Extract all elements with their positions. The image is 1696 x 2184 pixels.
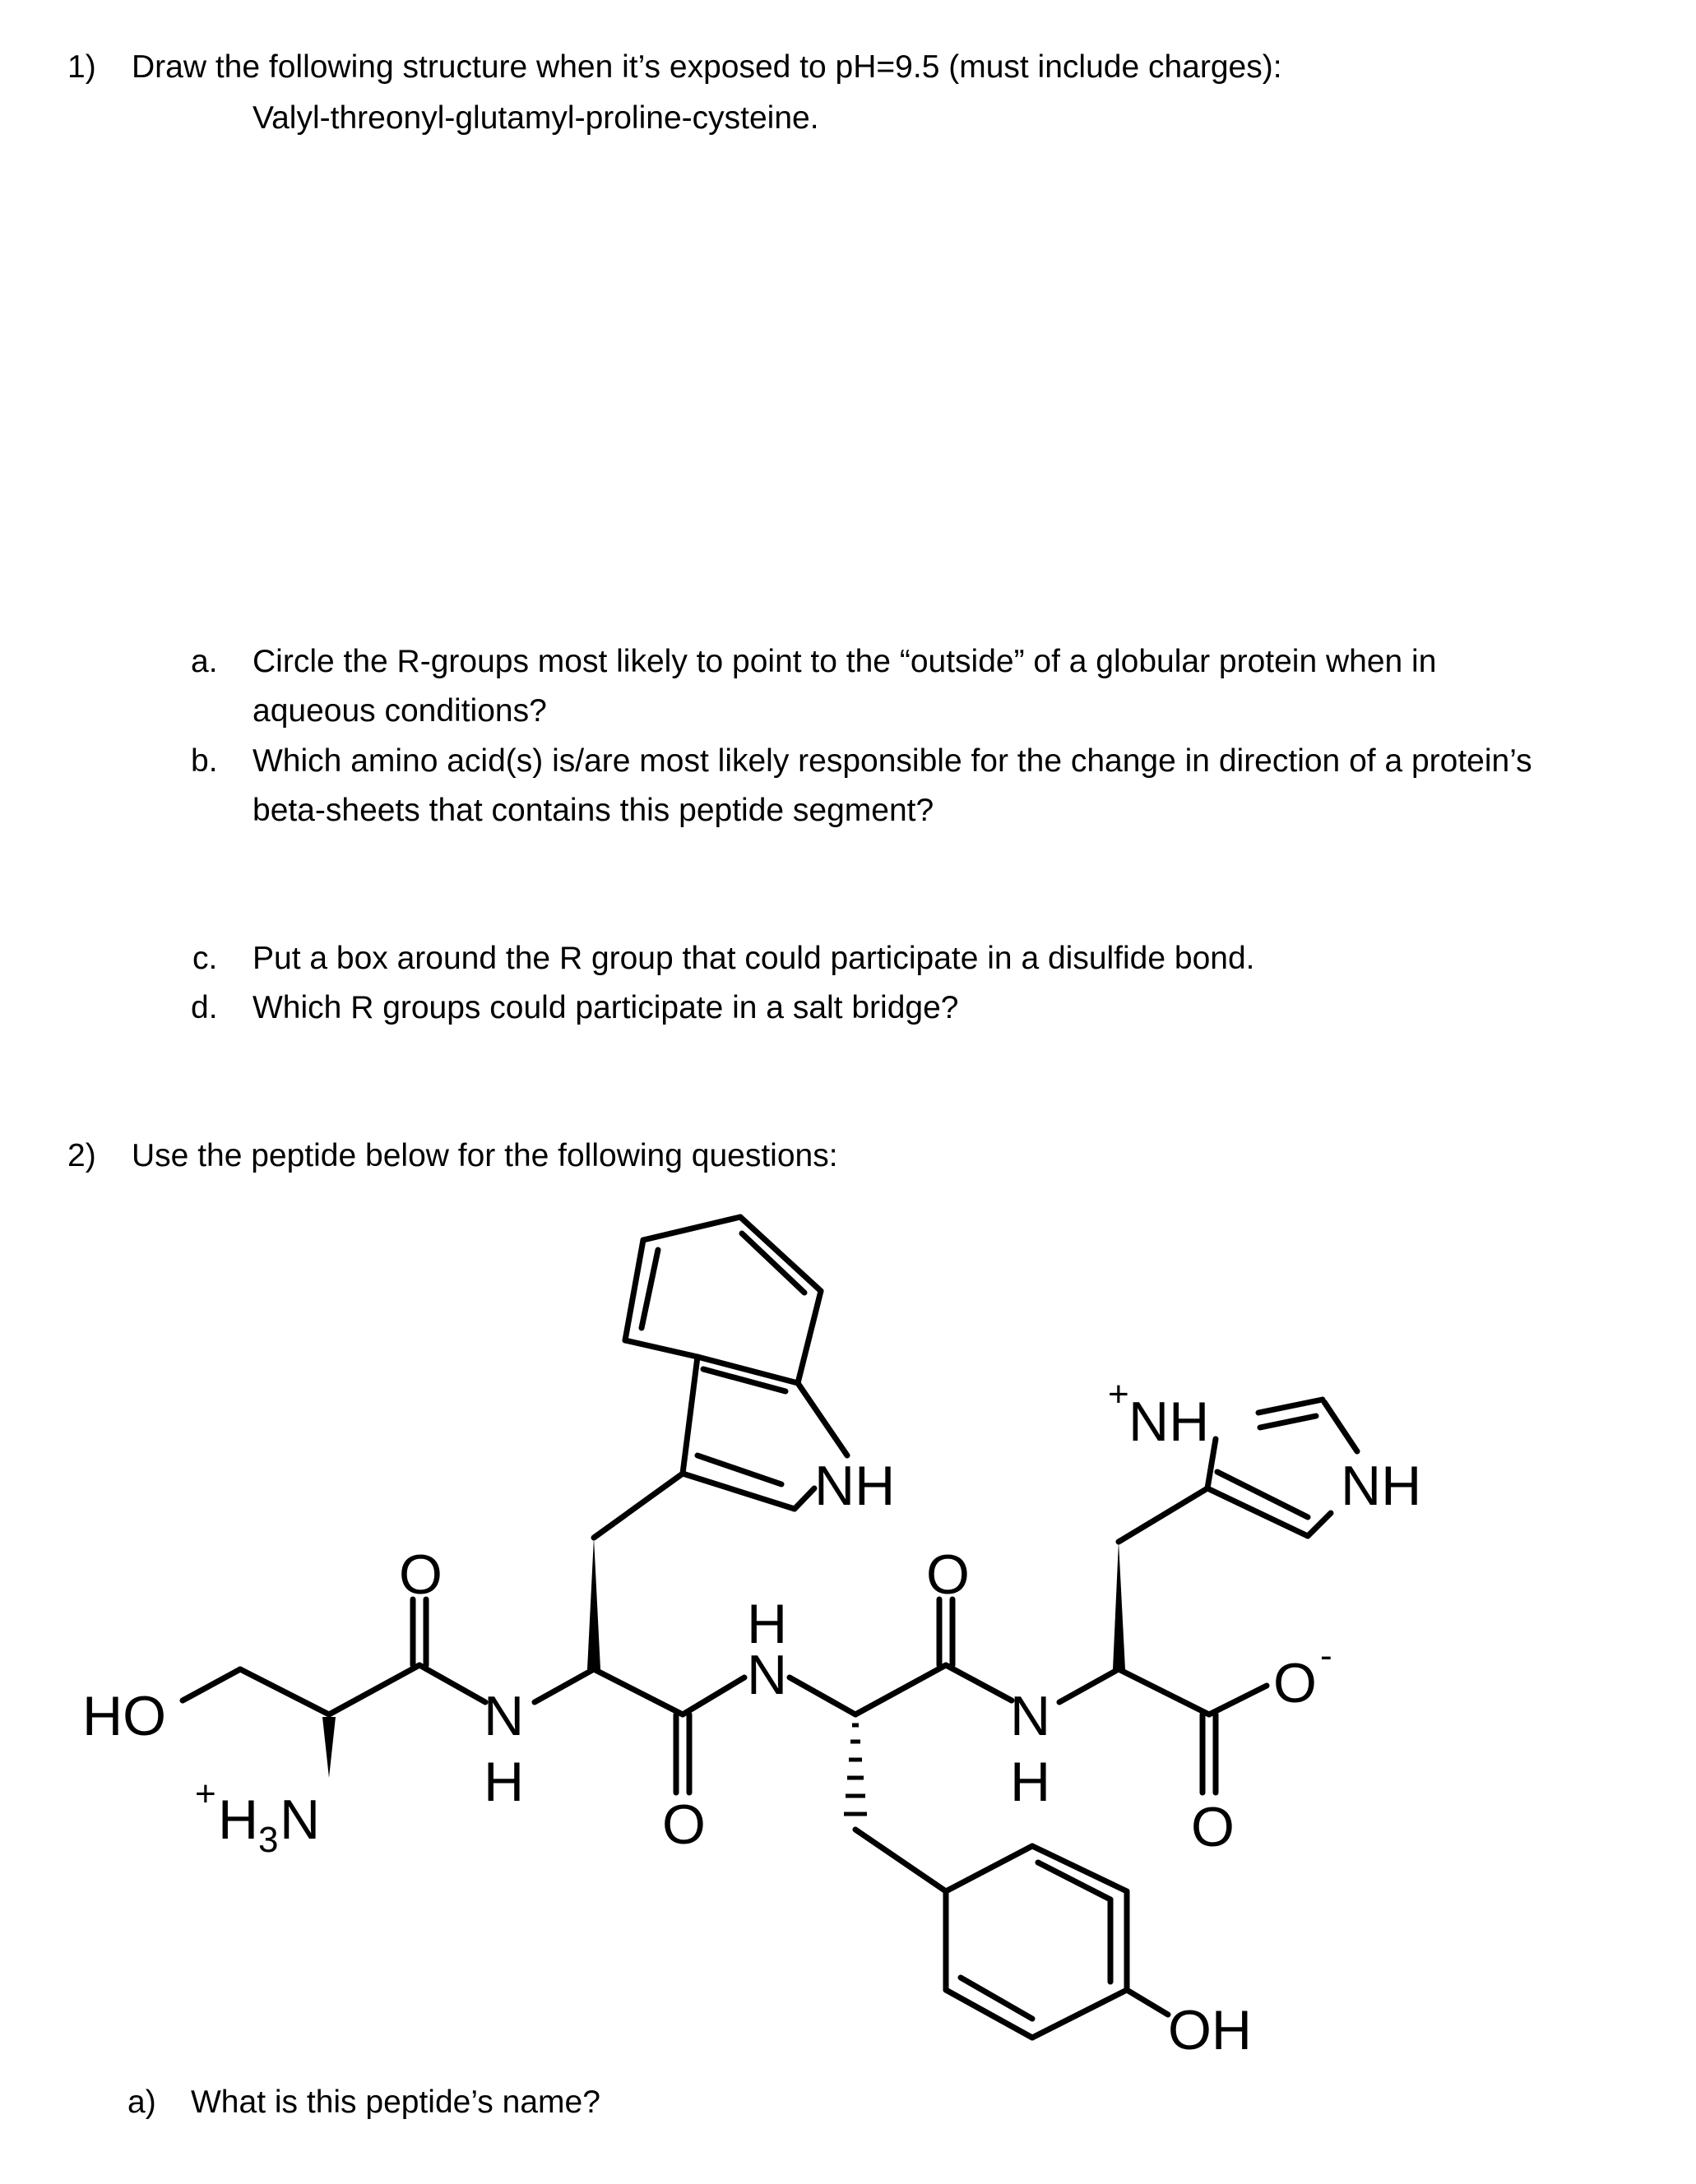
bond — [1260, 1416, 1316, 1427]
bond — [946, 1665, 1012, 1700]
bond — [1119, 1488, 1207, 1542]
atom-h3n-n: N — [280, 1788, 321, 1851]
bond — [594, 1474, 683, 1538]
atom-o-minus: O — [1273, 1652, 1317, 1714]
bond — [946, 1846, 1032, 1891]
bond — [419, 1665, 485, 1702]
atom-ho: HO — [82, 1685, 166, 1747]
bond — [1032, 1990, 1127, 2038]
q1-prompt: Draw the following structure when it’s exposed to pH=9.5 (must include charges): — [132, 49, 1282, 85]
bond — [183, 1669, 240, 1700]
q2-number: 2) — [67, 1138, 96, 1173]
atom-indole-nh: NH — [814, 1455, 896, 1517]
q1-part-d-letter: d. — [191, 990, 218, 1025]
bond — [855, 1830, 946, 1891]
q2-part-a-letter: a) — [127, 2085, 156, 2120]
bond — [798, 1383, 847, 1455]
atom-o2: O — [662, 1793, 706, 1856]
charge-minus: - — [1320, 1636, 1332, 1676]
bond — [1209, 1686, 1267, 1714]
bond — [795, 1488, 814, 1509]
hash-bond — [844, 1725, 867, 1814]
bond — [703, 1369, 785, 1391]
atom-oh: OH — [1168, 1999, 1252, 2061]
q1-part-a-letter: a. — [191, 644, 218, 679]
atom-n1: N — [484, 1685, 525, 1747]
bond — [625, 1340, 697, 1357]
charge-plus: + — [195, 1774, 216, 1814]
atom-h3n-subscript: 3 — [258, 1820, 279, 1860]
atom-imidazole-nh: NH — [1341, 1455, 1422, 1517]
bond — [1258, 1400, 1323, 1413]
q1-part-c-line1: Put a box around the R group that could participate in a disulfide bond. — [253, 941, 1255, 976]
bond — [1308, 1513, 1331, 1536]
wedge-bond — [587, 1538, 600, 1669]
q1-number: 1) — [67, 49, 96, 85]
atom-h3n-h: H — [218, 1788, 259, 1851]
atom-h2: H — [747, 1593, 788, 1655]
bond — [855, 1665, 946, 1714]
q1-part-b-line2: beta-sheets that contains this peptide segment? — [253, 793, 934, 828]
wedge-bond — [1113, 1542, 1125, 1669]
bond — [329, 1665, 419, 1714]
bond — [643, 1217, 740, 1240]
bond — [683, 1677, 744, 1714]
bond — [683, 1474, 795, 1509]
bond — [740, 1217, 821, 1291]
charge-plus-imidazole: + — [1108, 1374, 1129, 1414]
bond — [1127, 1990, 1168, 2015]
bond — [642, 1250, 658, 1328]
atom-o1: O — [399, 1543, 443, 1606]
q1-part-b-line1: Which amino acid(s) is/are most likely responsible for the change in direction of a protein’s — [253, 743, 1532, 779]
bond — [1059, 1669, 1119, 1702]
atom-o3: O — [926, 1543, 970, 1606]
q2-prompt: Use the peptide below for the following questions: — [132, 1138, 838, 1173]
q2-part-a-text: What is this peptide’s name? — [191, 2085, 600, 2120]
atom-n2: N — [747, 1644, 788, 1706]
q1-part-a-line2: aqueous conditions? — [253, 693, 547, 729]
q1-part-b-letter: b. — [191, 743, 218, 779]
bond — [1324, 1402, 1357, 1451]
wedge-bond — [322, 1717, 336, 1778]
bond — [742, 1233, 804, 1293]
atom-o5: O — [1191, 1796, 1235, 1858]
q1-part-a-line1: Circle the R-groups most likely to point to the “outside” of a globular protein when in — [253, 644, 1437, 679]
atom-imidazole-nh-plus: NH — [1128, 1390, 1210, 1453]
bond — [798, 1291, 821, 1383]
bond — [594, 1669, 683, 1714]
bond — [1217, 1472, 1308, 1517]
bond — [1119, 1669, 1209, 1714]
atom-h1: H — [484, 1751, 525, 1813]
atom-h3: H — [1010, 1751, 1051, 1813]
q1-part-d-line1: Which R groups could participate in a salt bridge? — [253, 990, 959, 1025]
bond — [790, 1677, 855, 1714]
bond — [240, 1669, 329, 1714]
atom-n3: N — [1010, 1685, 1051, 1747]
bond — [961, 1978, 1032, 2019]
bond — [535, 1669, 594, 1702]
q1-peptide-name: Valyl-threonyl-glutamyl-proline-cysteine. — [253, 100, 819, 136]
q1-part-c-letter: c. — [192, 941, 218, 976]
